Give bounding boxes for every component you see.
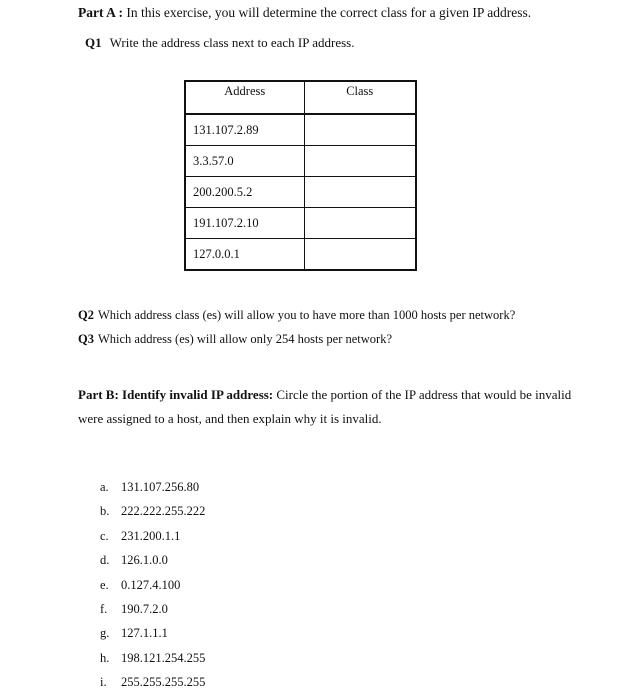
list-item: [100, 504, 205, 528]
table-row: [185, 177, 416, 208]
option-value: 198.121.254.255: [121, 650, 206, 665]
class-column-header: Class: [304, 81, 416, 114]
table-row: [185, 114, 416, 146]
part-b-title: Part B: Identify invalid IP address:: [78, 387, 274, 402]
option-label: a.: [100, 480, 109, 494]
class-cell[interactable]: [304, 208, 416, 239]
q3-label: Q3: [78, 332, 94, 346]
class-cell[interactable]: [304, 114, 416, 146]
list-item: [100, 675, 205, 699]
table-row: [185, 208, 416, 239]
option-label: f.: [100, 601, 108, 616]
part-b-heading: [78, 387, 571, 403]
part-a-label: Part A: [78, 5, 116, 20]
list-item: [100, 651, 205, 675]
option-value: 126.1.0.0: [121, 553, 168, 568]
option-label: g.: [100, 626, 110, 641]
option-value: 131.107.256.80: [121, 480, 200, 494]
option-label: i.: [100, 675, 107, 690]
ip-class-table: [184, 80, 417, 271]
address-cell: 200.200.5.2: [185, 177, 304, 208]
option-value: 222.222.255.222: [121, 504, 206, 519]
q2-label: Q2: [78, 308, 94, 322]
option-label: c.: [100, 528, 109, 543]
q3-text: Which address (es) will allow only 254 hosts per network?: [97, 332, 393, 346]
question-1: [85, 35, 354, 51]
list-item: [100, 529, 205, 553]
list-item: [100, 578, 205, 602]
q1-text: Write the address class next to each IP address.: [109, 35, 355, 50]
ip-option-list: [100, 480, 205, 700]
option-value: 190.7.2.0: [121, 601, 168, 616]
list-item: [100, 553, 205, 577]
q2-text: Which address class (es) will allow you to have more than 1000 hosts per network?: [97, 308, 516, 322]
part-b-text-line2: were assigned to a host, and then explain why it is invalid.: [78, 411, 382, 426]
option-label: b.: [100, 504, 110, 519]
address-column-header: Address: [185, 81, 304, 114]
question-2: [78, 308, 515, 323]
option-label: e.: [100, 577, 109, 592]
table-row: [185, 146, 416, 177]
list-item: [100, 602, 205, 626]
table-header-row: [185, 81, 416, 114]
part-b-text-line1: Circle the portion of the IP address that would be invalid: [273, 387, 572, 402]
option-value: 231.200.1.1: [121, 528, 181, 543]
option-value: 0.127.4.100: [121, 577, 181, 592]
part-a-heading: [78, 5, 531, 21]
address-cell: 127.0.0.1: [185, 239, 304, 271]
question-3: [78, 332, 392, 347]
option-label: d.: [100, 553, 110, 568]
list-item: [100, 480, 205, 504]
class-cell[interactable]: [304, 177, 416, 208]
address-cell: 3.3.57.0: [185, 146, 304, 177]
table-row: [185, 239, 416, 271]
part-a-sep: :: [115, 5, 127, 20]
address-cell: 131.107.2.89: [185, 114, 304, 146]
option-value: 255.255.255.255: [121, 675, 206, 690]
list-item: [100, 626, 205, 650]
class-cell[interactable]: [304, 239, 416, 271]
address-cell: 191.107.2.10: [185, 208, 304, 239]
class-cell[interactable]: [304, 146, 416, 177]
q1-label: Q1: [85, 35, 102, 50]
option-label: h.: [100, 650, 110, 665]
option-value: 127.1.1.1: [121, 626, 168, 641]
part-a-text: In this exercise, you will determine the correct class for a given IP address.: [126, 5, 532, 20]
